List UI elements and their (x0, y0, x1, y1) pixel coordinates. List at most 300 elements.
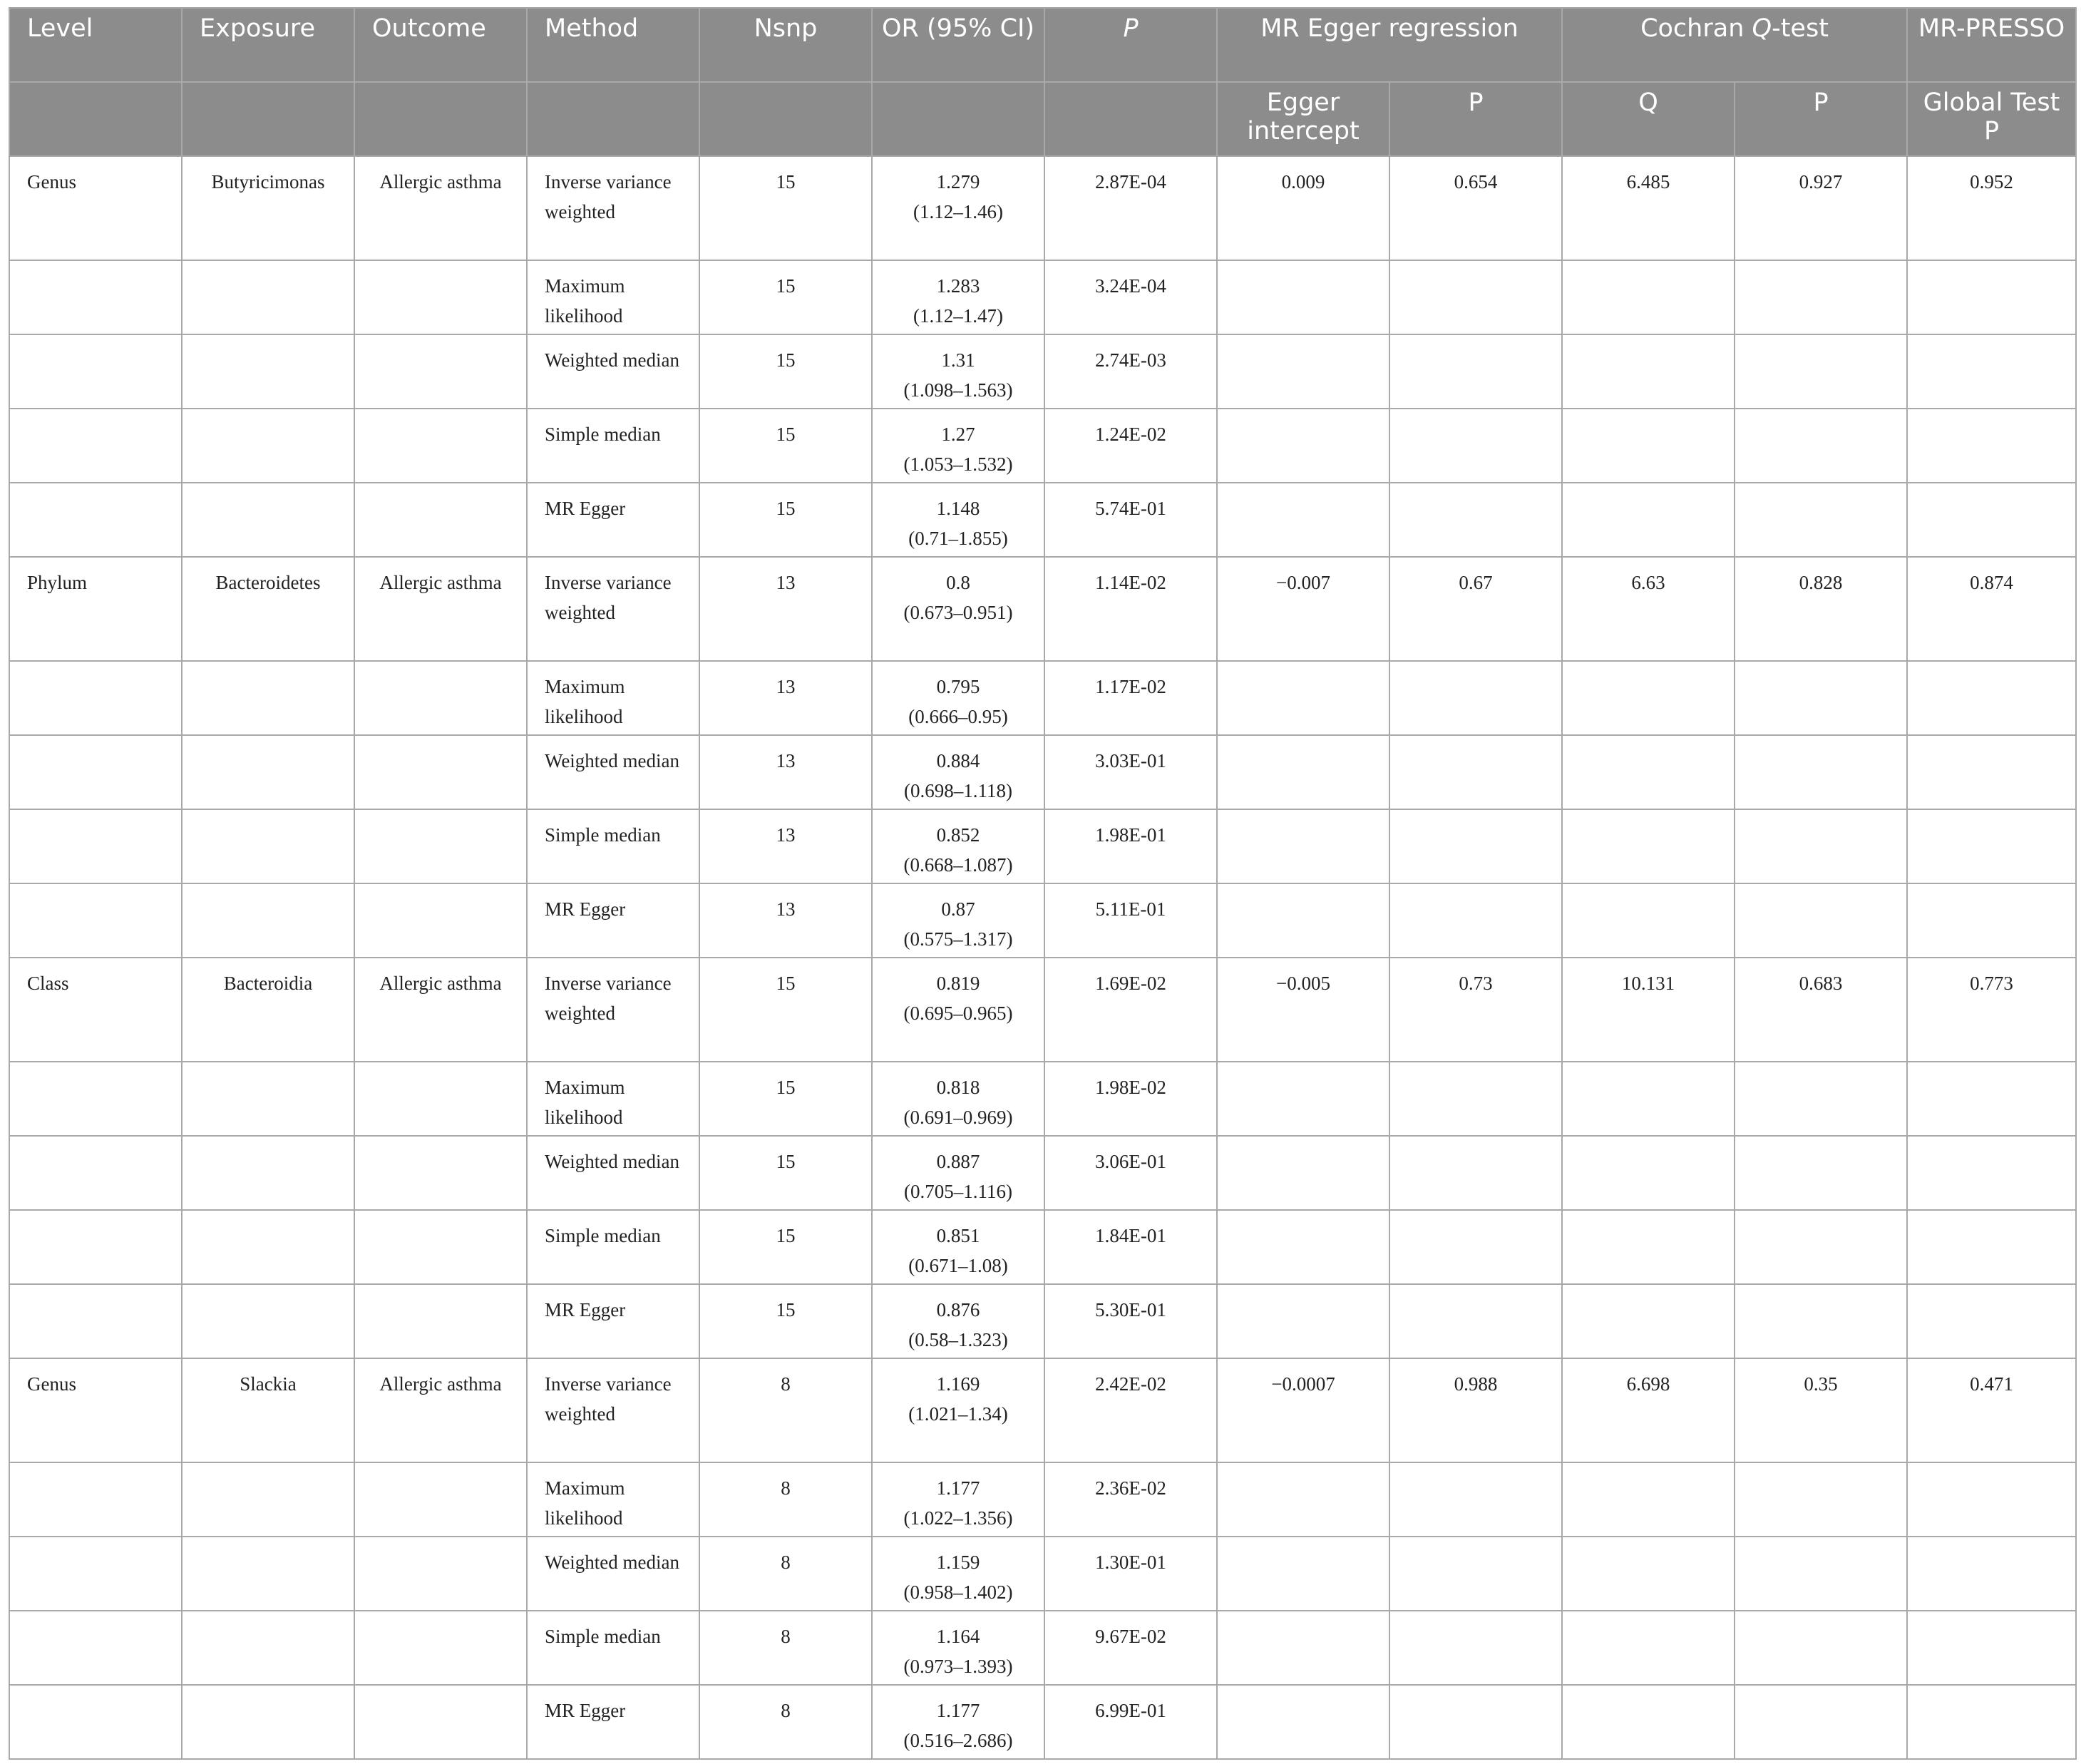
ci-value: (0.698–1.118) (904, 780, 1012, 801)
table-row (9, 1284, 2076, 1358)
cell-nsnp: 15 (699, 1062, 872, 1136)
cell-egger-p (1389, 260, 1562, 334)
cell-egger-p (1389, 1062, 1562, 1136)
cell-q (1562, 334, 1735, 409)
cell-outcome (354, 1611, 527, 1685)
cell-level: Phylum (9, 557, 182, 661)
cell-global-test-p (1907, 334, 2076, 409)
cell-method: Weighted median (527, 1537, 699, 1611)
cell-or-ci (872, 735, 1044, 809)
cell-global-test-p (1907, 735, 2076, 809)
cell-exposure (182, 809, 354, 883)
cell-p: 5.11E-01 (1044, 883, 1217, 958)
cell-egger-intercept: −0.005 (1217, 958, 1389, 1062)
cell-outcome: Allergic asthma (354, 557, 527, 661)
header-cochran-q-test (1562, 8, 1907, 82)
cell-outcome (354, 409, 527, 483)
cell-nsnp: 15 (699, 1210, 872, 1284)
cell-or-ci (872, 334, 1044, 409)
cell-q: 10.131 (1562, 958, 1735, 1062)
cell-egger-p (1389, 1136, 1562, 1210)
cell-or-ci (872, 1462, 1044, 1537)
cell-q: 6.63 (1562, 557, 1735, 661)
header-outcome: Outcome (354, 8, 527, 82)
or-value: 1.177 (936, 1700, 980, 1721)
cell-or-ci (872, 260, 1044, 334)
cell-q-p: 0.927 (1735, 156, 1907, 260)
cell-nsnp: 15 (699, 156, 872, 260)
cell-exposure (182, 1062, 354, 1136)
cell-nsnp: 15 (699, 334, 872, 409)
cell-or-ci (872, 958, 1044, 1062)
cell-egger-intercept (1217, 1537, 1389, 1611)
cell-method: Inverse variance weighted (527, 156, 699, 260)
ci-value: (1.12–1.46) (913, 201, 1003, 222)
cell-egger-p (1389, 1611, 1562, 1685)
or-value: 1.148 (936, 498, 980, 519)
cell-exposure (182, 1136, 354, 1210)
mr-results-table (9, 7, 2077, 1760)
table-row (9, 409, 2076, 483)
header-sub-empty (354, 82, 527, 156)
cell-exposure (182, 1685, 354, 1759)
header-exposure: Exposure (182, 8, 354, 82)
cell-or-ci (872, 1685, 1044, 1759)
header-sub-empty (1044, 82, 1217, 156)
cell-global-test-p: 0.773 (1907, 958, 2076, 1062)
table-row (9, 958, 2076, 1062)
cell-egger-intercept (1217, 409, 1389, 483)
ci-value: (0.668–1.087) (903, 854, 1013, 876)
or-value: 0.795 (936, 676, 980, 697)
header-global-test-p: Global Test P (1907, 82, 2076, 156)
cell-exposure (182, 409, 354, 483)
cell-global-test-p (1907, 1284, 2076, 1358)
cell-egger-p (1389, 1537, 1562, 1611)
cell-method: Simple median (527, 1611, 699, 1685)
or-value: 1.27 (941, 424, 975, 445)
cell-global-test-p (1907, 1462, 2076, 1537)
cell-egger-p (1389, 809, 1562, 883)
cell-level (9, 735, 182, 809)
ci-value: (0.705–1.116) (904, 1181, 1012, 1202)
ci-value: (1.098–1.563) (903, 379, 1013, 401)
header-sub-empty (527, 82, 699, 156)
cell-outcome: Allergic asthma (354, 156, 527, 260)
cell-exposure (182, 1462, 354, 1537)
cell-exposure (182, 1284, 354, 1358)
cell-level: Genus (9, 156, 182, 260)
cell-global-test-p (1907, 809, 2076, 883)
cell-egger-intercept (1217, 260, 1389, 334)
cell-global-test-p (1907, 661, 2076, 735)
header-egger-intercept: Egger intercept (1217, 82, 1389, 156)
table-row (9, 883, 2076, 958)
or-value: 0.852 (936, 824, 980, 846)
cell-exposure: Bacteroidetes (182, 557, 354, 661)
cell-q-p (1735, 260, 1907, 334)
cell-level (9, 883, 182, 958)
cell-q-p: 0.35 (1735, 1358, 1907, 1462)
ci-value: (0.691–0.969) (903, 1107, 1013, 1128)
cell-outcome (354, 1462, 527, 1537)
cell-q (1562, 1611, 1735, 1685)
cell-egger-intercept: −0.0007 (1217, 1358, 1389, 1462)
table-row (9, 1358, 2076, 1462)
cell-q (1562, 1284, 1735, 1358)
header-row-top (9, 8, 2076, 82)
header-level: Level (9, 8, 182, 82)
cell-level: Class (9, 958, 182, 1062)
cell-egger-p: 0.73 (1389, 958, 1562, 1062)
cell-q (1562, 661, 1735, 735)
cell-level (9, 1537, 182, 1611)
header-or-ci: OR (95% CI) (872, 8, 1044, 82)
cell-q: 6.485 (1562, 156, 1735, 260)
cell-nsnp: 13 (699, 735, 872, 809)
cell-q: 6.698 (1562, 1358, 1735, 1462)
ci-value: (0.575–1.317) (903, 928, 1013, 950)
cell-q-p (1735, 1062, 1907, 1136)
or-value: 0.884 (936, 750, 980, 771)
cell-egger-p: 0.988 (1389, 1358, 1562, 1462)
cell-level (9, 1136, 182, 1210)
cell-nsnp: 8 (699, 1611, 872, 1685)
ci-value: (0.958–1.402) (903, 1581, 1013, 1603)
cell-level (9, 1284, 182, 1358)
cochran-label-post: -test (1772, 14, 1829, 43)
table-row (9, 1611, 2076, 1685)
ci-value: (0.673–0.951) (903, 602, 1013, 623)
table-body (9, 156, 2076, 1759)
cell-level (9, 409, 182, 483)
cell-global-test-p: 0.952 (1907, 156, 2076, 260)
cell-outcome (354, 483, 527, 557)
cell-global-test-p (1907, 1136, 2076, 1210)
cell-p: 2.36E-02 (1044, 1462, 1217, 1537)
ci-value: (1.12–1.47) (913, 305, 1003, 327)
header-sub-empty (182, 82, 354, 156)
cell-egger-intercept (1217, 483, 1389, 557)
cell-egger-p: 0.67 (1389, 557, 1562, 661)
cell-egger-p (1389, 1284, 1562, 1358)
cell-outcome: Allergic asthma (354, 1358, 527, 1462)
cell-method: Weighted median (527, 735, 699, 809)
cell-method: Maximum likelihood (527, 661, 699, 735)
cell-nsnp: 15 (699, 260, 872, 334)
cell-egger-intercept (1217, 334, 1389, 409)
cell-nsnp: 15 (699, 958, 872, 1062)
or-value: 0.87 (941, 898, 975, 920)
cell-nsnp: 13 (699, 809, 872, 883)
cell-or-ci (872, 1284, 1044, 1358)
ci-value: (1.021–1.34) (908, 1403, 1008, 1425)
cell-q (1562, 809, 1735, 883)
cell-outcome (354, 809, 527, 883)
cell-method: MR Egger (527, 1685, 699, 1759)
cell-or-ci (872, 809, 1044, 883)
cell-level (9, 809, 182, 883)
or-value: 0.8 (946, 572, 970, 593)
cell-p: 1.14E-02 (1044, 557, 1217, 661)
cell-outcome (354, 1210, 527, 1284)
cell-p: 3.06E-01 (1044, 1136, 1217, 1210)
cell-p: 6.99E-01 (1044, 1685, 1217, 1759)
cell-exposure (182, 483, 354, 557)
header-mr-egger-regression: MR Egger regression (1217, 8, 1562, 82)
cell-p: 5.74E-01 (1044, 483, 1217, 557)
cell-method: MR Egger (527, 1284, 699, 1358)
header-nsnp: Nsnp (699, 8, 872, 82)
cell-q-p (1735, 1462, 1907, 1537)
cell-egger-intercept (1217, 1611, 1389, 1685)
cell-global-test-p (1907, 883, 2076, 958)
cell-exposure: Bacteroidia (182, 958, 354, 1062)
cell-q-p: 0.828 (1735, 557, 1907, 661)
cell-nsnp: 13 (699, 883, 872, 958)
or-value: 1.164 (936, 1626, 980, 1647)
cell-or-ci (872, 557, 1044, 661)
cochran-label-pre: Cochran (1640, 14, 1752, 43)
cell-global-test-p: 0.471 (1907, 1358, 2076, 1462)
header-egger-p: P (1389, 82, 1562, 156)
cell-q-p (1735, 1284, 1907, 1358)
cell-method: Maximum likelihood (527, 1062, 699, 1136)
table-row (9, 334, 2076, 409)
cell-egger-p (1389, 735, 1562, 809)
table-header (9, 8, 2076, 156)
cell-global-test-p (1907, 483, 2076, 557)
cell-exposure (182, 1537, 354, 1611)
cell-global-test-p (1907, 409, 2076, 483)
table-row (9, 1685, 2076, 1759)
cochran-label-q: Q (1752, 14, 1772, 43)
cell-egger-p (1389, 483, 1562, 557)
cell-egger-intercept (1217, 661, 1389, 735)
cell-level (9, 1462, 182, 1537)
cell-or-ci (872, 1136, 1044, 1210)
cell-exposure (182, 883, 354, 958)
ci-value: (0.973–1.393) (903, 1656, 1013, 1677)
cell-egger-intercept (1217, 1210, 1389, 1284)
table-row (9, 1136, 2076, 1210)
or-value: 0.876 (936, 1299, 980, 1321)
table-row (9, 1210, 2076, 1284)
cell-nsnp: 13 (699, 557, 872, 661)
cell-q-p (1735, 735, 1907, 809)
or-value: 1.31 (941, 349, 975, 371)
cell-method: Inverse variance weighted (527, 958, 699, 1062)
header-q: Q (1562, 82, 1735, 156)
cell-outcome (354, 735, 527, 809)
header-p: P (1044, 8, 1217, 82)
cell-method: Simple median (527, 409, 699, 483)
cell-p: 1.30E-01 (1044, 1537, 1217, 1611)
cell-q-p: 0.683 (1735, 958, 1907, 1062)
cell-egger-intercept (1217, 1462, 1389, 1537)
cell-outcome (354, 1537, 527, 1611)
ci-value: (1.053–1.532) (903, 453, 1013, 475)
cell-or-ci (872, 483, 1044, 557)
cell-egger-intercept (1217, 1136, 1389, 1210)
cell-q-p (1735, 661, 1907, 735)
cell-nsnp: 15 (699, 483, 872, 557)
cell-egger-intercept (1217, 809, 1389, 883)
cell-q-p (1735, 1136, 1907, 1210)
or-value: 0.887 (936, 1151, 980, 1172)
cell-q-p (1735, 409, 1907, 483)
cell-global-test-p (1907, 1210, 2076, 1284)
cell-p: 2.74E-03 (1044, 334, 1217, 409)
cell-q-p (1735, 483, 1907, 557)
cell-q (1562, 1462, 1735, 1537)
cell-method: MR Egger (527, 483, 699, 557)
cell-or-ci (872, 1611, 1044, 1685)
table-row (9, 1462, 2076, 1537)
cell-egger-intercept: 0.009 (1217, 156, 1389, 260)
cell-q (1562, 1210, 1735, 1284)
cell-method: Maximum likelihood (527, 1462, 699, 1537)
cell-egger-intercept (1217, 883, 1389, 958)
cell-outcome (354, 1685, 527, 1759)
header-row-sub (9, 82, 2076, 156)
cell-q-p (1735, 1685, 1907, 1759)
cell-q-p (1735, 1611, 1907, 1685)
cell-global-test-p (1907, 1062, 2076, 1136)
or-value: 0.818 (936, 1077, 980, 1098)
or-value: 1.159 (936, 1552, 980, 1573)
cell-egger-p (1389, 334, 1562, 409)
cell-p: 1.98E-02 (1044, 1062, 1217, 1136)
cell-outcome (354, 1284, 527, 1358)
cell-method: Inverse variance weighted (527, 1358, 699, 1462)
or-value: 1.283 (936, 275, 980, 297)
table-row (9, 661, 2076, 735)
cell-q (1562, 1685, 1735, 1759)
cell-q (1562, 260, 1735, 334)
cell-nsnp: 15 (699, 1284, 872, 1358)
cell-p: 1.69E-02 (1044, 958, 1217, 1062)
cell-outcome (354, 1136, 527, 1210)
cell-q (1562, 1062, 1735, 1136)
cell-level (9, 1210, 182, 1284)
cell-outcome: Allergic asthma (354, 958, 527, 1062)
ci-value: (0.671–1.08) (908, 1255, 1008, 1276)
cell-exposure: Butyricimonas (182, 156, 354, 260)
cell-outcome (354, 1062, 527, 1136)
cell-exposure (182, 1210, 354, 1284)
cell-p: 1.24E-02 (1044, 409, 1217, 483)
cell-method: Inverse variance weighted (527, 557, 699, 661)
ci-value: (0.666–0.95) (908, 706, 1008, 727)
cell-exposure: Slackia (182, 1358, 354, 1462)
cell-method: MR Egger (527, 883, 699, 958)
cell-egger-intercept (1217, 735, 1389, 809)
cell-exposure (182, 334, 354, 409)
cell-exposure (182, 260, 354, 334)
cell-nsnp: 13 (699, 661, 872, 735)
cell-p: 1.17E-02 (1044, 661, 1217, 735)
cell-q-p (1735, 1210, 1907, 1284)
cell-global-test-p (1907, 260, 2076, 334)
cell-or-ci (872, 1062, 1044, 1136)
cell-nsnp: 8 (699, 1685, 872, 1759)
cell-p: 2.87E-04 (1044, 156, 1217, 260)
cell-or-ci (872, 1358, 1044, 1462)
cell-q-p (1735, 809, 1907, 883)
cell-or-ci (872, 1537, 1044, 1611)
cell-nsnp: 8 (699, 1537, 872, 1611)
cell-or-ci (872, 156, 1044, 260)
cell-egger-p: 0.654 (1389, 156, 1562, 260)
ci-value: (1.022–1.356) (903, 1507, 1013, 1529)
cell-exposure (182, 661, 354, 735)
ci-value: (0.58–1.323) (908, 1329, 1008, 1350)
header-sub-empty (699, 82, 872, 156)
cell-exposure (182, 1611, 354, 1685)
ci-value: (0.516–2.686) (903, 1730, 1013, 1751)
cell-q (1562, 883, 1735, 958)
cell-or-ci (872, 409, 1044, 483)
cell-q-p (1735, 1537, 1907, 1611)
header-sub-empty (9, 82, 182, 156)
cell-egger-p (1389, 1210, 1562, 1284)
cell-p: 1.84E-01 (1044, 1210, 1217, 1284)
cell-global-test-p (1907, 1685, 2076, 1759)
cell-level (9, 260, 182, 334)
cell-egger-p (1389, 1685, 1562, 1759)
cell-egger-intercept (1217, 1062, 1389, 1136)
cell-egger-p (1389, 1462, 1562, 1537)
table-row (9, 156, 2076, 260)
cell-p: 1.98E-01 (1044, 809, 1217, 883)
cell-level (9, 1685, 182, 1759)
cell-q-p (1735, 883, 1907, 958)
cell-nsnp: 8 (699, 1358, 872, 1462)
cell-nsnp: 15 (699, 1136, 872, 1210)
cell-outcome (354, 260, 527, 334)
results-table-container (9, 7, 2075, 1760)
cell-method: Simple median (527, 1210, 699, 1284)
header-mr-presso: MR-PRESSO (1907, 8, 2076, 82)
cell-q-p (1735, 334, 1907, 409)
cell-global-test-p (1907, 1611, 2076, 1685)
ci-value: (0.71–1.855) (908, 528, 1008, 549)
cell-exposure (182, 735, 354, 809)
or-value: 1.177 (936, 1477, 980, 1499)
cell-egger-intercept (1217, 1284, 1389, 1358)
table-row (9, 1062, 2076, 1136)
cell-q (1562, 735, 1735, 809)
cell-p: 3.03E-01 (1044, 735, 1217, 809)
or-value: 1.279 (936, 171, 980, 193)
table-row (9, 809, 2076, 883)
table-row (9, 557, 2076, 661)
cell-global-test-p: 0.874 (1907, 557, 2076, 661)
cell-level (9, 1062, 182, 1136)
cell-or-ci (872, 883, 1044, 958)
cell-egger-intercept (1217, 1685, 1389, 1759)
cell-egger-p (1389, 883, 1562, 958)
cell-method: Weighted median (527, 1136, 699, 1210)
cell-egger-p (1389, 661, 1562, 735)
cell-level (9, 334, 182, 409)
cell-level (9, 661, 182, 735)
cell-method: Weighted median (527, 334, 699, 409)
cell-outcome (354, 334, 527, 409)
header-sub-empty (872, 82, 1044, 156)
header-q-p: P (1735, 82, 1907, 156)
